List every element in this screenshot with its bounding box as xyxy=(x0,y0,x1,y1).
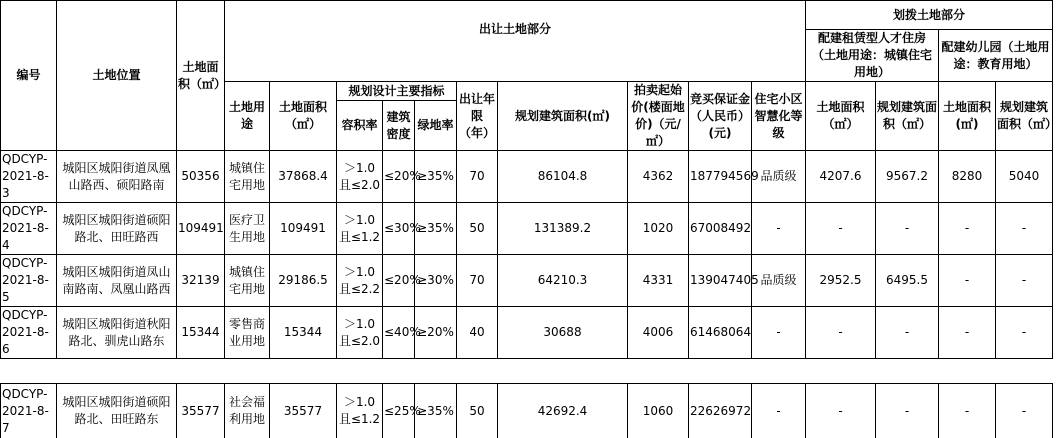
cell-land-area: 50356 xyxy=(177,151,225,203)
header-id: 编号 xyxy=(1,1,57,151)
cell-start-price: 1060 xyxy=(628,384,689,438)
cell-green: ≥35% xyxy=(415,384,457,438)
cell-kg-build: - xyxy=(996,255,1053,307)
cell-kg-land: - xyxy=(939,203,996,255)
cell-location: 城阳区城阳街道硕阳路北、田旺路西 xyxy=(57,203,177,255)
cell-green: ≥20% xyxy=(415,307,457,359)
cell-sub-area: 37868.4 xyxy=(270,151,337,203)
cell-density: ≤20% xyxy=(383,255,415,307)
cell-kg-build: - xyxy=(996,384,1053,438)
header-land-area: 土地面积（㎡） xyxy=(177,1,225,151)
cell-term: 40 xyxy=(457,307,498,359)
header-land-use: 土地用途 xyxy=(225,82,270,151)
cell-far: ＞1.0且≤1.2 xyxy=(337,384,383,438)
cell-far: ＞1.0且≤2.0 xyxy=(337,151,383,203)
cell-rent-land: - xyxy=(806,307,876,359)
table-row xyxy=(1,384,1053,438)
cell-land-area: 109491 xyxy=(177,203,225,255)
header-sub-land-area: 土地面积（㎡） xyxy=(270,82,337,151)
cell-smart-level: - xyxy=(752,384,806,438)
cell-building-area: 64210.3 xyxy=(498,255,628,307)
cell-kg-land: - xyxy=(939,307,996,359)
table-row xyxy=(1,307,1053,359)
cell-id: QDCYP-2021-8-7 xyxy=(1,384,57,438)
cell-building-area: 86104.8 xyxy=(498,151,628,203)
cell-rent-land: 4207.6 xyxy=(806,151,876,203)
header-kg-build-area: 规划建筑面积（㎡） xyxy=(996,82,1053,151)
cell-density: ≤25% xyxy=(383,384,415,438)
cell-smart-level: - xyxy=(752,307,806,359)
header-sold-part: 出让土地部分 xyxy=(225,1,806,82)
cell-rent-build: - xyxy=(876,203,939,255)
header-deposit: 竞买保证金（人民币）(元) xyxy=(689,82,752,151)
cell-deposit: 139047405 xyxy=(689,255,752,307)
cell-sub-area: 29186.5 xyxy=(270,255,337,307)
cell-building-area: 131389.2 xyxy=(498,203,628,255)
header-kg-land-area: 土地面积(㎡) xyxy=(939,82,996,151)
header-kindergarten: 配建幼儿园（土地用途：教育用地） xyxy=(939,30,1053,82)
cell-green: ≥35% xyxy=(415,203,457,255)
cell-start-price: 1020 xyxy=(628,203,689,255)
cell-deposit: 67008492 xyxy=(689,203,752,255)
cell-id: QDCYP-2021-8-6 xyxy=(1,307,57,359)
cell-land-use: 零售商业用地 xyxy=(225,307,270,359)
table-row xyxy=(1,255,1053,307)
cell-deposit: 61468064 xyxy=(689,307,752,359)
cell-rent-build: 6495.5 xyxy=(876,255,939,307)
cell-kg-build: - xyxy=(996,203,1053,255)
cell-term: 50 xyxy=(457,203,498,255)
table-row xyxy=(1,151,1053,203)
cell-land-use: 医疗卫生用地 xyxy=(225,203,270,255)
cell-start-price: 4362 xyxy=(628,151,689,203)
cell-far: ＞1.0且≤1.2 xyxy=(337,203,383,255)
cell-sub-area: 35577 xyxy=(270,384,337,438)
header-rent-build-area: 规划建筑面积（㎡） xyxy=(876,82,939,151)
cell-land-use: 社会福利用地 xyxy=(225,384,270,438)
header-term: 出让年限（年） xyxy=(457,82,498,151)
header-rental-housing: 配建租赁型人才住房（土地用途：城镇住宅用地） xyxy=(806,30,939,82)
page-break xyxy=(1,359,1053,384)
cell-rent-land: 2952.5 xyxy=(806,255,876,307)
cell-rent-land: - xyxy=(806,203,876,255)
cell-rent-build: 9567.2 xyxy=(876,151,939,203)
cell-term: 50 xyxy=(457,384,498,438)
cell-green: ≥35% xyxy=(415,151,457,203)
cell-density: ≤30% xyxy=(383,203,415,255)
cell-sub-area: 15344 xyxy=(270,307,337,359)
page-break-spacer xyxy=(1,359,1053,384)
header-far: 容积率 xyxy=(337,101,383,151)
cell-far: ＞1.0且≤2.0 xyxy=(337,307,383,359)
cell-start-price: 4006 xyxy=(628,307,689,359)
header-green: 绿地率 xyxy=(415,101,457,151)
cell-building-area: 42692.4 xyxy=(498,384,628,438)
cell-rent-build: - xyxy=(876,307,939,359)
cell-start-price: 4331 xyxy=(628,255,689,307)
cell-location: 城阳区城阳街道凤凰山路西、硕阳路南 xyxy=(57,151,177,203)
cell-smart-level: 品质级 xyxy=(752,255,806,307)
cell-id: QDCYP-2021-8-4 xyxy=(1,203,57,255)
header-rent-land-area: 土地面积（㎡） xyxy=(806,82,876,151)
table-row xyxy=(1,203,1053,255)
cell-rent-land: - xyxy=(806,384,876,438)
header-start-price: 拍卖起始价(楼面地价)（元/㎡） xyxy=(628,82,689,151)
cell-id: QDCYP-2021-8-3 xyxy=(1,151,57,203)
header-density: 建筑密度 xyxy=(383,101,415,151)
cell-land-area: 35577 xyxy=(177,384,225,438)
cell-smart-level: - xyxy=(752,203,806,255)
cell-kg-land: - xyxy=(939,255,996,307)
header-location: 土地位置 xyxy=(57,1,177,151)
cell-far: ＞1.0且≤2.2 xyxy=(337,255,383,307)
cell-id: QDCYP-2021-8-5 xyxy=(1,255,57,307)
cell-density: ≤20% xyxy=(383,151,415,203)
header-building-area: 规划建筑面积(㎡) xyxy=(498,82,628,151)
cell-location: 城阳区城阳街道硕阳路北、田旺路东 xyxy=(57,384,177,438)
cell-term: 70 xyxy=(457,151,498,203)
cell-deposit: 22626972 xyxy=(689,384,752,438)
cell-kg-build: 5040 xyxy=(996,151,1053,203)
cell-smart-level: 品质级 xyxy=(752,151,806,203)
cell-building-area: 30688 xyxy=(498,307,628,359)
cell-green: ≥30% xyxy=(415,255,457,307)
cell-density: ≤40% xyxy=(383,307,415,359)
cell-location: 城阳区城阳街道凤山南路南、凤凰山路西 xyxy=(57,255,177,307)
cell-land-use: 城镇住宅用地 xyxy=(225,255,270,307)
cell-kg-land: - xyxy=(939,384,996,438)
header-smart-level: 住宅小区智慧化等级 xyxy=(752,82,806,151)
cell-land-use: 城镇住宅用地 xyxy=(225,151,270,203)
cell-deposit: 187794569 xyxy=(689,151,752,203)
header-allocated-part: 划拨土地部分 xyxy=(806,1,1053,30)
cell-land-area: 32139 xyxy=(177,255,225,307)
cell-rent-build: - xyxy=(876,384,939,438)
cell-kg-build: - xyxy=(996,307,1053,359)
cell-sub-area: 109491 xyxy=(270,203,337,255)
cell-term: 70 xyxy=(457,255,498,307)
cell-location: 城阳区城阳街道秋阳路北、驯虎山路东 xyxy=(57,307,177,359)
header-planning-indicators: 规划设计主要指标 xyxy=(337,82,457,101)
cell-land-area: 15344 xyxy=(177,307,225,359)
cell-kg-land: 8280 xyxy=(939,151,996,203)
